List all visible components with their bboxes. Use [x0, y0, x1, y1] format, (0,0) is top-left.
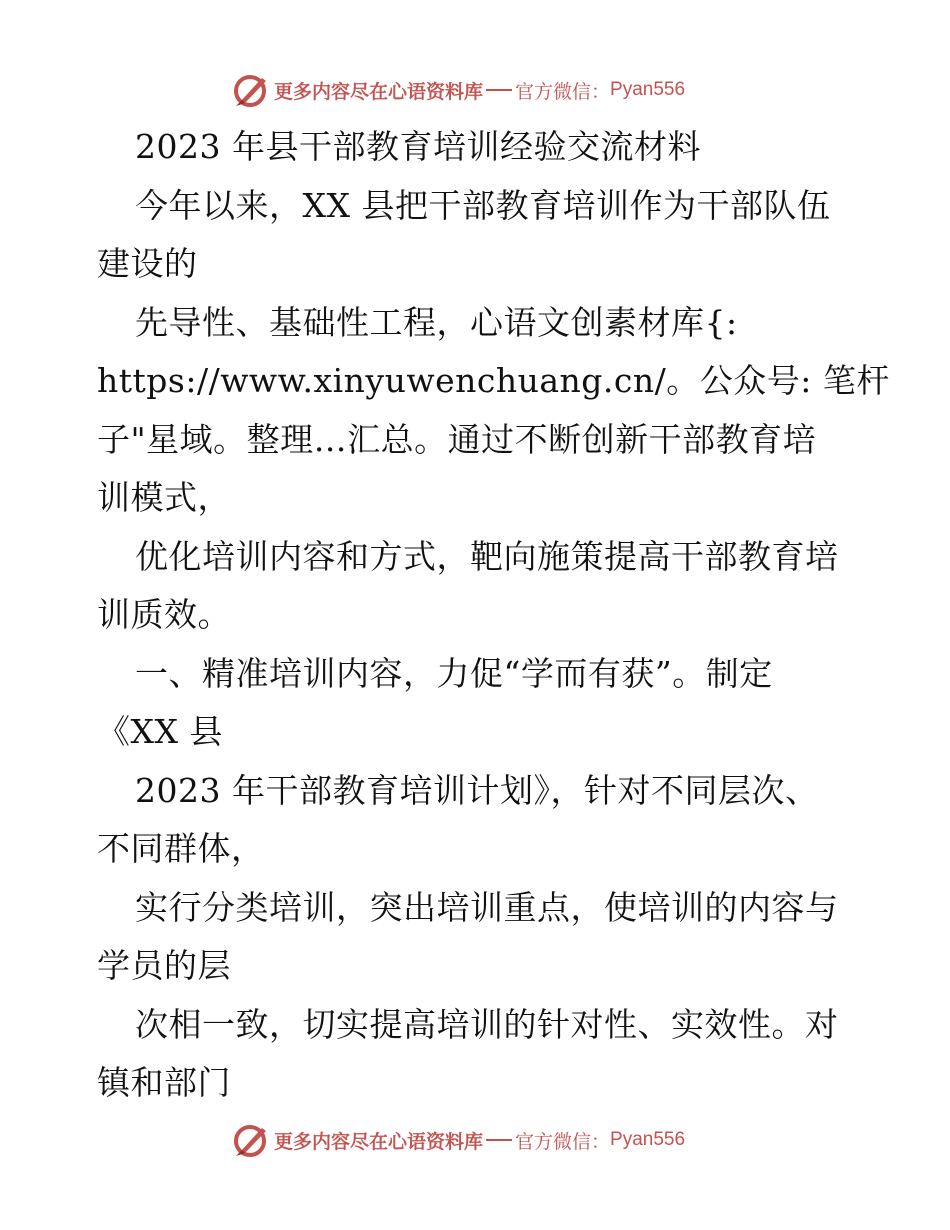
text-line: https://www.xinyuwenchuang.cn/。公众号: 笔杆	[97, 361, 890, 400]
banner-wechat-label: 官方微信：	[515, 80, 611, 103]
text-line: 优化培训内容和方式，靶向施策提高干部教育培	[135, 536, 839, 576]
text-line: 训质效。	[97, 595, 231, 634]
banner-wechat-id: Pyan556	[610, 1129, 686, 1150]
brush-logo-icon	[232, 72, 270, 108]
text-line: 一、精准培训内容，力促“学而有获”。制定	[135, 653, 773, 693]
text-line: 训模式，	[97, 478, 231, 517]
banner-site-text: 更多内容尽在心语资料库	[274, 1130, 484, 1153]
text-line: 《XX 县	[97, 712, 223, 751]
text-line: 2023 年干部教育培训计划》，针对不同层次、	[135, 770, 819, 810]
brush-logo-icon	[232, 1122, 270, 1158]
text-line: 实行分类培训，突出培训重点，使培训的内容与	[135, 887, 839, 927]
banner-wechat-label: 官方微信：	[515, 1130, 611, 1153]
header-watermark-banner	[232, 72, 685, 108]
text-line: 子"星域。整理…汇总。通过不断创新干部教育培	[97, 419, 817, 459]
text-line: 不同群体，	[97, 829, 265, 868]
text-line: 建设的	[97, 244, 198, 283]
text-line: 先导性、基础性工程，心语文创素材库{:	[135, 302, 738, 342]
text-line: 次相一致，切实提高培训的针对性、实效性。对	[135, 1004, 839, 1044]
text-line: 2023 年县干部教育培训经验交流材料	[135, 127, 701, 166]
text-line: 学员的层	[97, 946, 231, 985]
banner-dash	[486, 1139, 512, 1141]
banner-dash	[486, 89, 512, 91]
banner-site-text: 更多内容尽在心语资料库	[274, 80, 484, 103]
text-line: 今年以来，XX 县把干部教育培训作为干部队伍	[135, 185, 831, 225]
banner-wechat-id: Pyan556	[610, 79, 686, 100]
text-line: 镇和部门	[97, 1063, 231, 1102]
document-body	[97, 118, 890, 1113]
footer-watermark-banner	[232, 1122, 685, 1158]
